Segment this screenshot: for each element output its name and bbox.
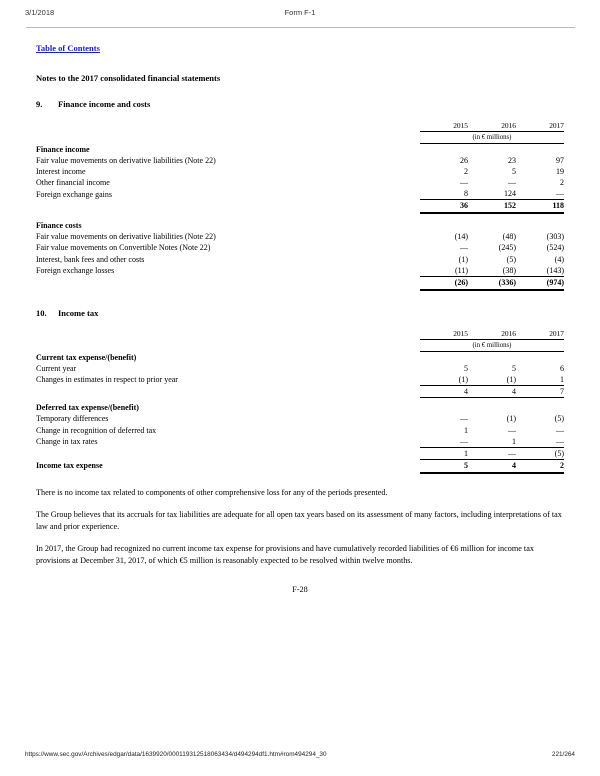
table-header-units <box>36 339 564 351</box>
row-value-2016: 5 <box>512 166 516 176</box>
row-value-2016: — <box>508 425 516 435</box>
paragraph-no-income-tax-oci: There is no income tax related to components of other comprehensive loss for any of the periods presented. <box>36 487 388 497</box>
table-of-contents-link[interactable]: Table of Contents <box>36 43 100 53</box>
table-row <box>36 188 564 200</box>
notes-heading: Notes to the 2017 consolidated financial statements <box>36 73 221 83</box>
row-value-2017: (143) <box>516 265 564 277</box>
row-value-2015: 26 <box>460 155 468 165</box>
table-row <box>36 363 564 374</box>
column-header-2015: 2015 <box>420 120 468 132</box>
subtotal-value-2017: 7 <box>516 385 564 397</box>
subtotal-value-2016: 4 <box>468 385 516 397</box>
table-header-years <box>36 328 564 340</box>
row-value-2015: 5 <box>464 363 468 373</box>
footer-page-count: 221/264 <box>551 751 575 758</box>
table-row <box>36 254 564 265</box>
table-row <box>36 177 564 188</box>
note-10-title: Income tax <box>58 307 99 318</box>
section-heading-row <box>36 220 564 231</box>
total-label <box>36 276 420 288</box>
note-9-number: 9. <box>36 99 43 109</box>
row-value-2016: (1) <box>468 374 516 386</box>
row-value-2015: (1) <box>420 374 468 386</box>
column-header-2015: 2015 <box>420 328 468 340</box>
subtotal-value-2016: — <box>468 447 516 459</box>
total-value-2016: 4 <box>468 459 516 471</box>
note-9-heading <box>36 99 564 110</box>
row-value-2016: 23 <box>508 155 516 165</box>
row-value-2017: (4) <box>554 254 564 264</box>
note-9-title: Finance income and costs <box>58 99 151 109</box>
footer-source-url[interactable]: https://www.sec.gov/Archives/edgar/data/1639920/000119312518063434/d494294df1.htm#rom494294_30 <box>25 751 327 758</box>
units-label: (in € millions) <box>420 339 564 351</box>
page-number-mark: F-28 <box>292 584 308 594</box>
column-header-2016: 2016 <box>468 120 516 132</box>
paragraph-2017-provisions: In 2017, the Group had recognized no current income tax expense for provisions and have cumulatively recorded liabilities of €6 million for income tax provisions at December 31, 2017, of which €5 million is reasonably expected to be resolved within twelve months. <box>36 544 534 565</box>
table-row <box>36 413 564 424</box>
total-value-2017: 2 <box>516 459 564 471</box>
row-label: Change in recognition of deferred tax <box>36 425 157 435</box>
total-row-income-tax-expense <box>36 459 564 471</box>
section-heading-row <box>36 352 564 363</box>
row-label: Fair value movements on derivative liabilities (Note 22) <box>36 232 216 242</box>
subtotal-label <box>36 385 420 397</box>
total-value-2016: 152 <box>468 200 516 212</box>
row-value-2017: — <box>556 425 564 435</box>
row-value-2016: (38) <box>468 265 516 277</box>
row-value-2016: (245) <box>498 243 516 253</box>
row-value-2015: — <box>460 414 468 424</box>
table-row <box>36 231 564 242</box>
row-value-2017: — <box>516 188 564 200</box>
column-header-2017: 2017 <box>516 328 564 340</box>
column-header-2016: 2016 <box>468 328 516 340</box>
row-value-2016: (1) <box>506 414 516 424</box>
row-value-2015: (14) <box>454 232 468 242</box>
section-heading-row <box>36 402 564 413</box>
note-10-heading <box>36 308 564 319</box>
print-document-title: Form F-1 <box>284 8 316 17</box>
row-value-2016: 1 <box>468 436 516 448</box>
row-value-2016: 124 <box>468 188 516 200</box>
row-value-2017: 97 <box>556 155 564 165</box>
finance-income-and-costs-table <box>36 120 564 288</box>
row-label: Temporary differences <box>36 414 109 424</box>
row-value-2015: — <box>460 243 468 253</box>
table-row <box>36 166 564 177</box>
row-value-2016: — <box>508 177 516 187</box>
total-value-2017: (974) <box>516 276 564 288</box>
table-row <box>36 242 564 253</box>
total-value-2015: 36 <box>420 200 468 212</box>
row-value-2017: 1 <box>516 374 564 386</box>
section-heading-deferred-tax: Deferred tax expense/(benefit) <box>36 403 139 413</box>
row-value-2015: 1 <box>464 425 468 435</box>
table-row <box>36 436 564 448</box>
total-row-finance-costs <box>36 276 564 288</box>
print-footer <box>0 751 600 763</box>
row-label: Change in tax rates <box>36 437 98 447</box>
row-value-2017: 2 <box>560 177 564 187</box>
row-label: Changes in estimates in respect to prior year <box>36 375 178 385</box>
section-heading-row <box>36 144 564 155</box>
paragraph-accruals-adequate: The Group believes that its accruals for tax liabilities are adequate for all open tax years based on its assessment of many factors, including interpretations of tax law and prior experience. <box>36 510 562 531</box>
units-spacer <box>36 132 420 144</box>
row-value-2016: (5) <box>506 254 516 264</box>
row-value-2015: 8 <box>420 188 468 200</box>
row-label: Fair value movements on Convertible Notes (Note 22) <box>36 243 211 253</box>
subtotal-label <box>36 447 420 459</box>
subtotal-value-2015: 1 <box>420 447 468 459</box>
header-spacer <box>36 120 420 132</box>
row-value-2016: 5 <box>512 363 516 373</box>
table-header-years <box>36 120 564 132</box>
table-row <box>36 374 564 386</box>
total-value-2016: (336) <box>468 276 516 288</box>
row-label: Interest, bank fees and other costs <box>36 254 145 264</box>
header-spacer <box>36 328 420 340</box>
table-row <box>36 155 564 166</box>
row-label: Interest income <box>36 166 86 176</box>
row-label: Fair value movements on derivative liabilities (Note 22) <box>36 155 216 165</box>
total-value-2015: 5 <box>420 459 468 471</box>
row-value-2017: — <box>516 436 564 448</box>
subtotal-row-current-tax <box>36 385 564 397</box>
total-value-2015: (26) <box>420 276 468 288</box>
document-page <box>36 38 564 594</box>
row-label: Other financial income <box>36 177 110 187</box>
note-10-number: 10. <box>36 307 47 318</box>
total-value-2017: 118 <box>516 200 564 212</box>
row-value-2015: (1) <box>458 254 468 264</box>
total-label <box>36 200 420 212</box>
income-tax-table <box>36 328 564 471</box>
print-date: 3/1/2018 <box>25 8 55 17</box>
row-value-2017: (524) <box>546 243 564 253</box>
row-label: Current year <box>36 363 77 373</box>
subtotal-row-deferred-tax <box>36 447 564 459</box>
total-label: Income tax expense <box>36 460 103 470</box>
table-row <box>36 265 564 277</box>
subtotal-value-2017: (5) <box>516 447 564 459</box>
units-spacer <box>36 339 420 351</box>
row-value-2017: 6 <box>560 363 564 373</box>
row-value-2017: (5) <box>554 414 564 424</box>
table-row <box>36 425 564 436</box>
section-heading-current-tax: Current tax expense/(benefit) <box>36 352 137 362</box>
column-header-2017: 2017 <box>516 120 564 132</box>
total-row-finance-income <box>36 200 564 212</box>
row-value-2016: (48) <box>502 232 516 242</box>
row-label: Foreign exchange losses <box>36 266 115 276</box>
subtotal-value-2015: 4 <box>420 385 468 397</box>
section-heading-finance-income: Finance income <box>36 144 90 154</box>
row-value-2015: 2 <box>464 166 468 176</box>
row-value-2017: 19 <box>556 166 564 176</box>
row-label: Foreign exchange gains <box>36 189 112 199</box>
print-header <box>0 8 600 24</box>
row-value-2015: (11) <box>420 265 468 277</box>
section-heading-finance-costs: Finance costs <box>36 221 82 231</box>
header-divider <box>26 27 575 28</box>
units-label: (in € millions) <box>420 132 564 144</box>
row-value-2015: — <box>420 436 468 448</box>
table-header-units <box>36 132 564 144</box>
row-value-2015: — <box>460 177 468 187</box>
row-value-2017: (303) <box>546 232 564 242</box>
